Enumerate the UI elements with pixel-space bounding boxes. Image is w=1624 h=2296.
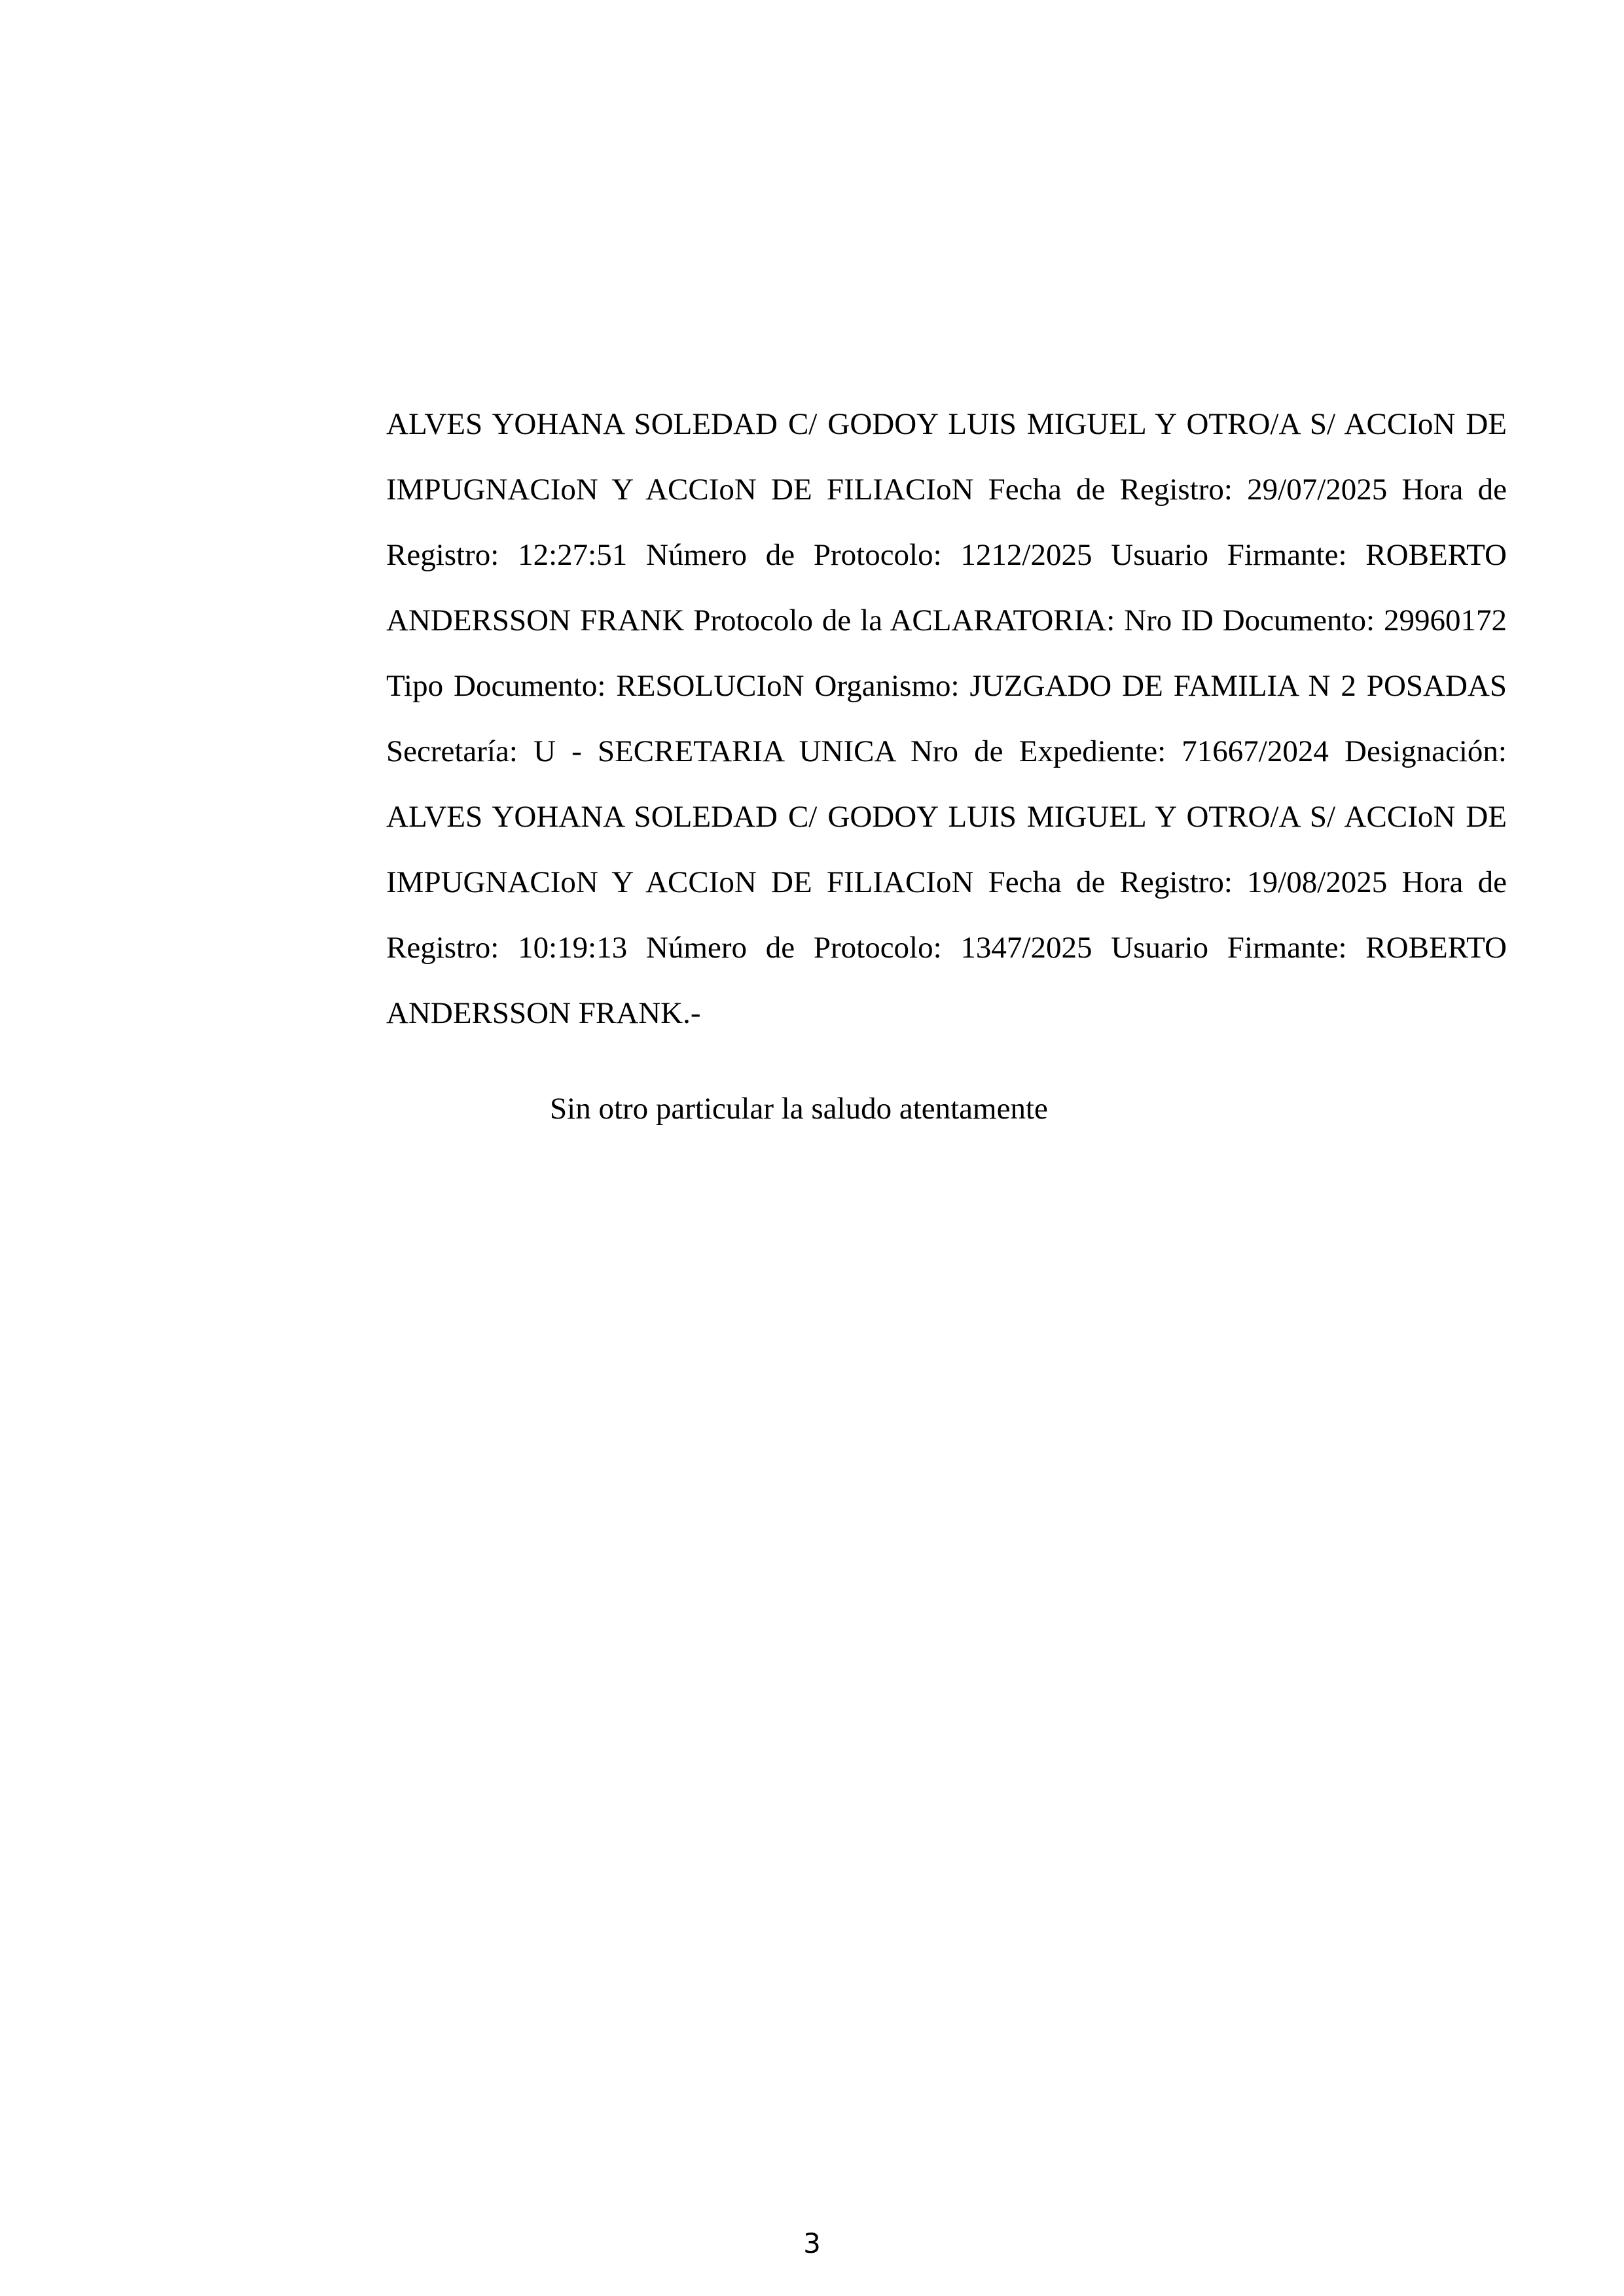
page-number: 3 (803, 2227, 821, 2259)
closing-line: Sin otro particular la saludo atentamente (550, 1092, 1048, 1126)
body-paragraph: ALVES YOHANA SOLEDAD C/ GODOY LUIS MIGUEL Y OTRO/A S/ ACCIoN DE IMPUGNACIoN Y ACCIoN DE FILIACIoN Fecha de Registro: 29/07/2025 Hora de Registro: 12:27:51 Número de Protocolo: 1212/2025 Usuario Firmante: ROBERTO ANDERSSON FRANK Protocolo de la ACLARATORIA: Nro ID Documento: 29960172 Tipo Documento: RESOLUCIoN Organismo: JUZGADO DE FAMILIA N 2 POSADAS Secretaría: U - SECRETARIA UNICA Nro de Expediente: 71667/2024 Designación: ALVES YOHANA SOLEDAD C/ GODOY LUIS MIGUEL Y OTRO/A S/ ACCIoN DE IMPUGNACIoN Y ACCIoN DE FILIACIoN Fecha de Registro: 19/08/2025 Hora de Registro: 10:19:13 Número de Protocolo: 1347/2025 Usuario Firmante: ROBERTO ANDERSSON FRANK.- (386, 407, 1507, 1030)
